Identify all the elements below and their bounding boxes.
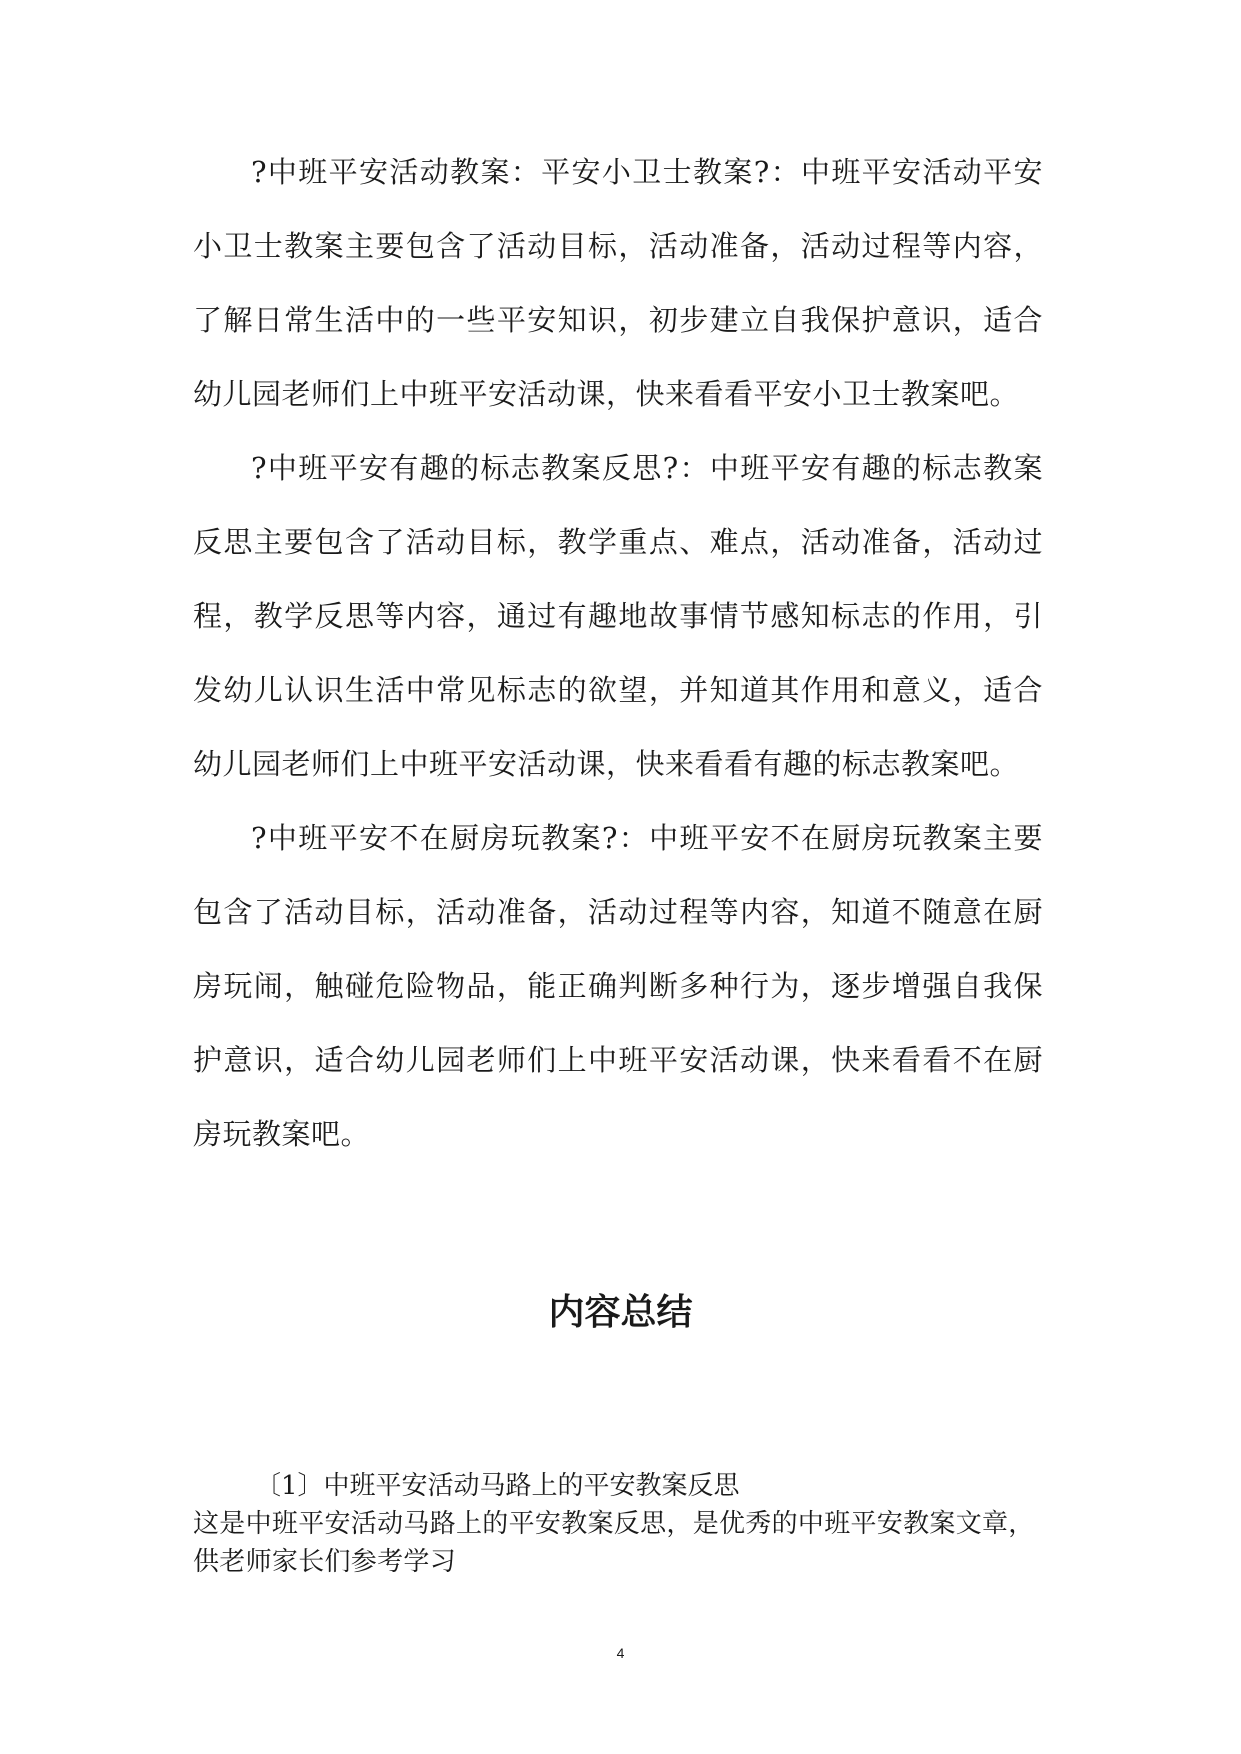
paragraph-safety-guard: ?中班平安活动教案：平安小卫士教案?：中班平安活动平安小卫士教案主要包含了活动目标，活动准备，活动过程等内容，了解日常生活中的一些平安知识，初步建立自我保护意识，适合幼儿园老师们上中班平安活动课，快来看看平安小卫士教案吧。 [193,155,1043,411]
paragraph-interesting-signs: ?中班平安有趣的标志教案反思?：中班平安有趣的标志教案反思主要包含了活动目标，教学重点、难点，活动准备，活动过程，教学反思等内容，通过有趣地故事情节感知标志的作用，引发幼儿认识生活中常见标志的欲望，并知道其作用和意义，适合幼儿园老师们上中班平安活动课，快来看看有趣的标志教案吧。 [193,451,1043,781]
summary-heading: 〔1〕中班平安活动马路上的平安教案反思 [255,1471,740,1501]
body-text [193,135,1043,1171]
summary-block [193,1467,1043,1581]
paragraph-kitchen-safety: ?中班平安不在厨房玩教案?：中班平安不在厨房玩教案主要包含了活动目标，活动准备，活动过程等内容，知道不随意在厨房玩闹，触碰危险物品，能正确判断多种行为，逐步增强自我保护意识，适合幼儿园老师们上中班平安活动课，快来看看不在厨房玩教案吧。 [193,821,1043,1151]
summary-text: 这是中班平安活动马路上的平安教案反思，是优秀的中班平安教案文章，供老师家长们参考学习 [193,1509,1035,1577]
section-title: 内容总结 [548,1292,693,1333]
page-number: 4 [616,1645,625,1661]
